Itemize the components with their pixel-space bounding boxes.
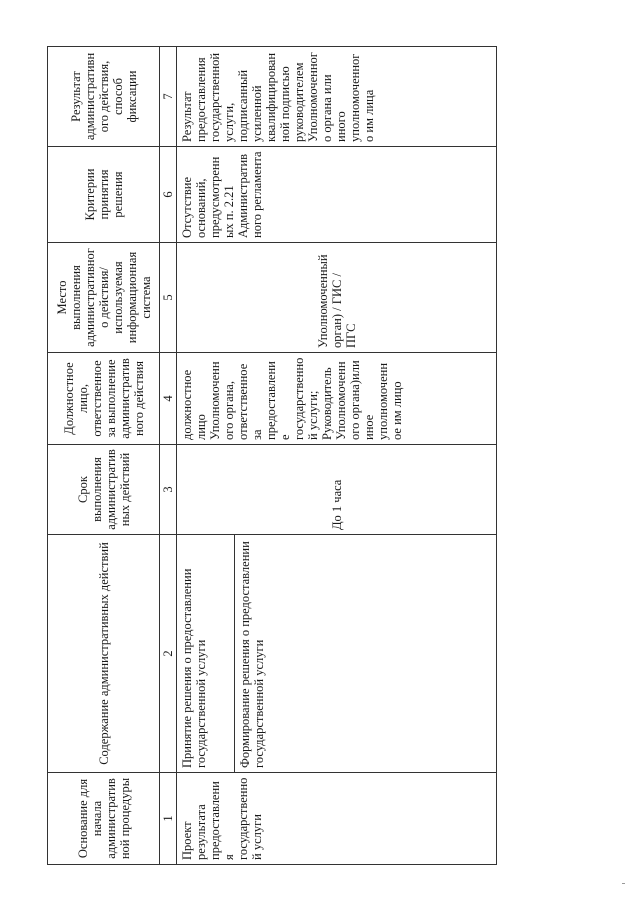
- column-number: 4: [160, 353, 177, 445]
- column-number: 2: [160, 535, 177, 773]
- column-number: 6: [160, 147, 177, 243]
- header-basis: Основание для начала административной процедуры: [48, 773, 160, 865]
- column-number: 1: [160, 773, 177, 865]
- header-official: Должностное лицо, ответственное за выполнение административного действия: [48, 353, 160, 445]
- cell-result: Результат предоставления государственной услуги, подписанный усиленной квалифицированной подписью руководителем Уполномоченного органа или иного уполномоченного им лица: [177, 47, 497, 147]
- header-actions: Содержание административных действий: [48, 535, 160, 773]
- cell-basis: Проект результата предоставления государственной услуги: [177, 773, 497, 865]
- column-number: 7: [160, 47, 177, 147]
- rotated-table-wrapper: [47, 47, 497, 865]
- column-number: 3: [160, 445, 177, 535]
- cell-action-forming: Формирование решения о предоставлении государственной услуги: [235, 535, 497, 773]
- header-criteria: Критерии принятия решения: [48, 147, 160, 243]
- admin-procedure-table: [47, 46, 497, 865]
- header-row: [48, 47, 160, 865]
- cell-official: должностное лицо Уполномоченного органа, ответственное за предоставление государственной услуги; Руководитель Уполномоченного органа)или иное уполномоченное им лицо: [177, 353, 497, 445]
- scan-speck: [622, 883, 625, 884]
- column-number-row: [160, 47, 177, 865]
- header-term: Срок выполнения административных действий: [48, 445, 160, 535]
- cell-term: До 1 часа: [177, 445, 497, 535]
- cell-criteria: Отсутствие оснований, предусмотренных п. 2.21 Административного регламента: [177, 147, 497, 243]
- column-number: 5: [160, 243, 177, 353]
- data-row: [177, 47, 235, 865]
- header-place: Место выполнения административного действия/ используемая информационная система: [48, 243, 160, 353]
- cell-place: Уполномоченный орган) / ГИС / ПГС: [177, 243, 497, 353]
- header-result: Результат административного действия, способ фиксации: [48, 47, 160, 147]
- cell-action-decision: Принятие решения о предоставлении государственной услуги: [177, 535, 235, 773]
